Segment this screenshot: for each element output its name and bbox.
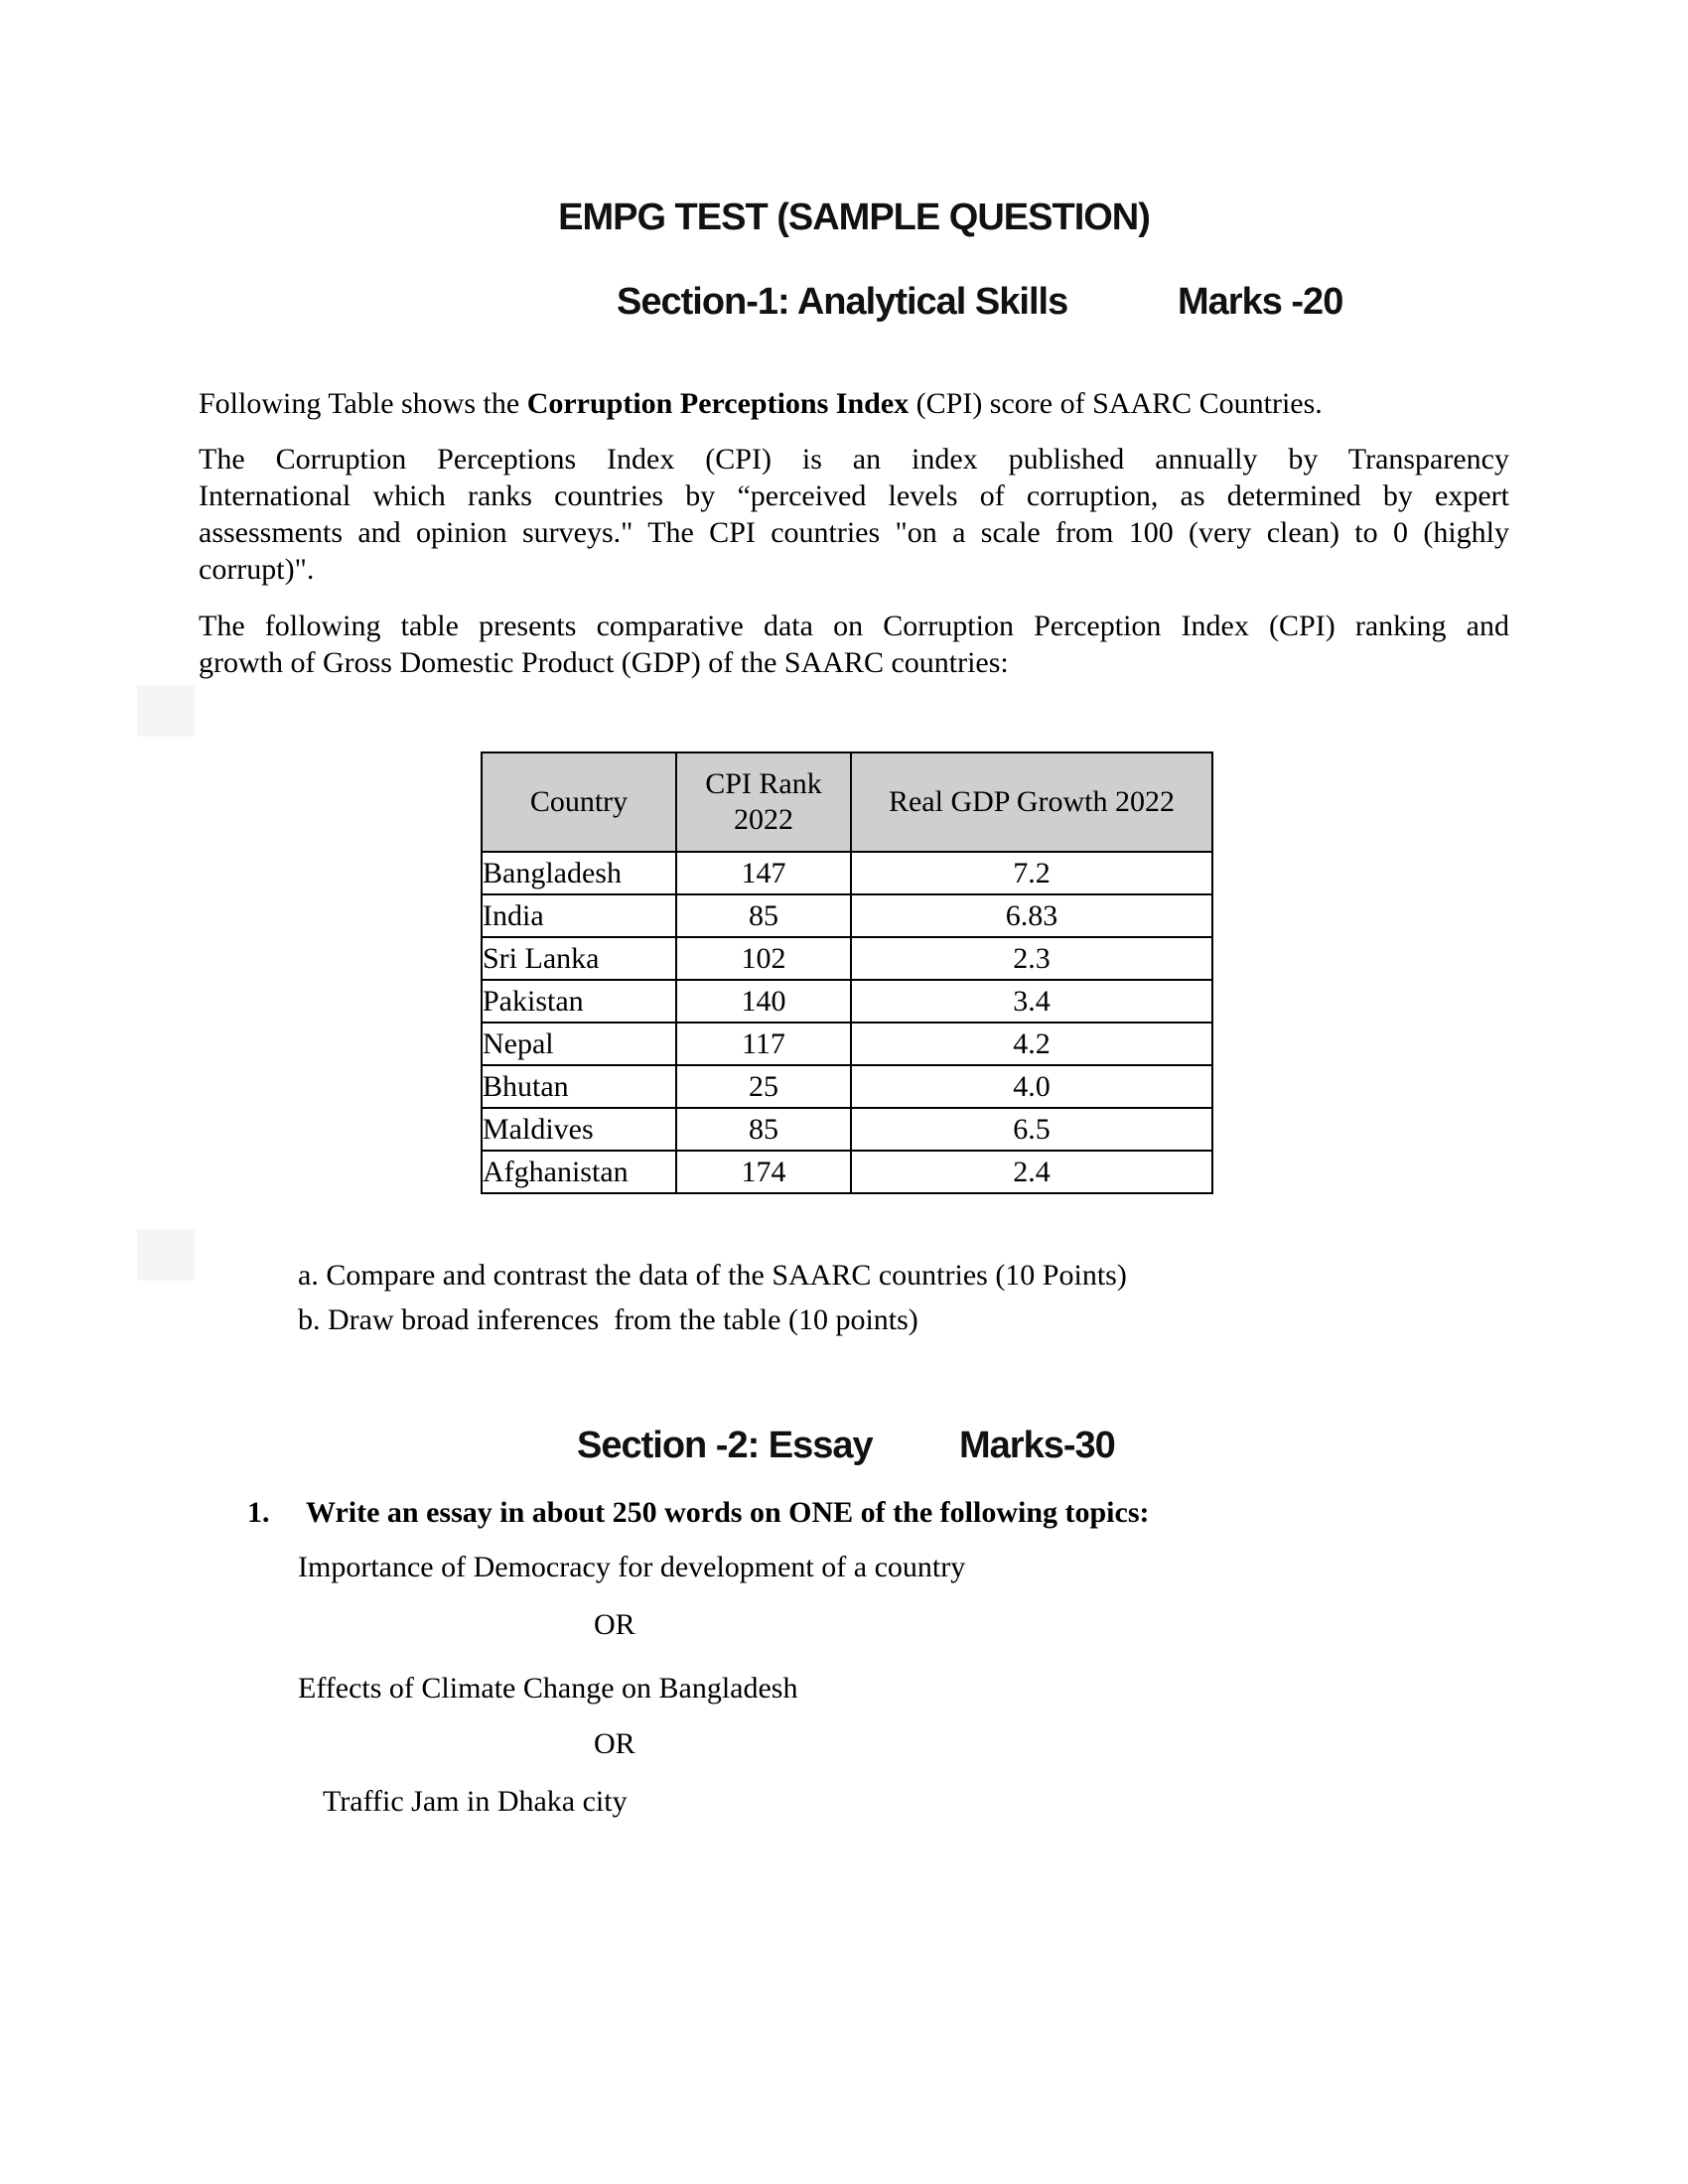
para1-run2-bold: Corruption Perceptions Index xyxy=(526,387,910,420)
paragraph-line: growth of Gross Domestic Product (GDP) of the SAARC countries: xyxy=(199,646,1009,679)
cpi-rank-cell: 140 xyxy=(676,980,851,1023)
header-gdp-growth: Real GDP Growth 2022 xyxy=(851,752,1212,852)
table-header-row xyxy=(482,752,1212,852)
intro-paragraph-2 xyxy=(199,441,1509,588)
gdp-growth-cell: 3.4 xyxy=(851,980,1212,1023)
gdp-growth-cell: 6.5 xyxy=(851,1108,1212,1151)
scan-artifact xyxy=(137,685,195,737)
essay-question-number: 1. xyxy=(247,1496,270,1529)
section1-marks: Marks -20 xyxy=(1178,281,1343,323)
section2-heading-row xyxy=(199,1425,1509,1470)
gdp-growth-cell: 4.2 xyxy=(851,1023,1212,1065)
page-title: EMPG TEST (SAMPLE QUESTION) xyxy=(558,197,1150,238)
table-row xyxy=(482,852,1212,894)
section1-heading: Section-1: Analytical Skills xyxy=(617,281,1068,323)
country-cell: Bangladesh xyxy=(482,852,676,894)
country-cell: Nepal xyxy=(482,1023,676,1065)
cpi-gdp-table xyxy=(481,751,1213,1194)
country-cell: Maldives xyxy=(482,1108,676,1151)
cpi-rank-cell: 117 xyxy=(676,1023,851,1065)
country-cell: Afghanistan xyxy=(482,1151,676,1193)
header-cpi-rank: CPI Rank 2022 xyxy=(676,752,851,852)
intro-paragraph-1 xyxy=(199,385,1509,422)
essay-question xyxy=(199,1496,1150,1530)
essay-topic-3: Traffic Jam in Dhaka city xyxy=(323,1785,628,1818)
paragraph-line: assessments and opinion surveys." The CPI countries "on a scale from 100 (very clean) to 0 (highly xyxy=(199,516,1509,549)
or-separator-2: OR xyxy=(594,1727,635,1760)
cpi-rank-cell: 147 xyxy=(676,852,851,894)
question-b: b. Draw broad inferences from the table (10 points) xyxy=(298,1303,918,1336)
or-separator-1: OR xyxy=(594,1608,635,1641)
gdp-growth-cell: 4.0 xyxy=(851,1065,1212,1108)
section1-heading-row xyxy=(199,281,1509,327)
table-row xyxy=(482,980,1212,1023)
section2-marks: Marks-30 xyxy=(959,1425,1115,1466)
paragraph-line: The following table presents comparative data on Corruption Perception Index (CPI) ranking and xyxy=(199,610,1509,642)
paragraph-line: corrupt)". xyxy=(199,553,315,586)
gdp-growth-cell: 2.4 xyxy=(851,1151,1212,1193)
country-cell: Bhutan xyxy=(482,1065,676,1108)
question-a: a. Compare and contrast the data of the SAARC countries (10 Points) xyxy=(298,1259,1127,1292)
table-row xyxy=(482,894,1212,937)
table-row xyxy=(482,1023,1212,1065)
gdp-growth-cell: 7.2 xyxy=(851,852,1212,894)
table-header xyxy=(482,752,1212,852)
para1-run1: Following Table shows the xyxy=(199,387,527,420)
essay-question-text: Write an essay in about 250 words on ONE of the following topics: xyxy=(306,1496,1150,1529)
essay-topic-1: Importance of Democracy for development of a country xyxy=(298,1551,966,1583)
cpi-rank-cell: 25 xyxy=(676,1065,851,1108)
table-row xyxy=(482,1151,1212,1193)
intro-paragraph-3 xyxy=(199,608,1509,681)
question-list xyxy=(298,1253,1127,1342)
cpi-table-body xyxy=(482,852,1212,1193)
cpi-rank-cell: 174 xyxy=(676,1151,851,1193)
paragraph-line: The Corruption Perceptions Index (CPI) is an index published annually by Transparency xyxy=(199,443,1509,476)
table-row xyxy=(482,937,1212,980)
cpi-rank-cell: 102 xyxy=(676,937,851,980)
header-country: Country xyxy=(482,752,676,852)
country-cell: Sri Lanka xyxy=(482,937,676,980)
essay-topic-2: Effects of Climate Change on Bangladesh xyxy=(298,1672,798,1705)
gdp-growth-cell: 6.83 xyxy=(851,894,1212,937)
scan-artifact xyxy=(137,1229,195,1281)
section2-heading: Section -2: Essay xyxy=(577,1425,873,1466)
cpi-rank-cell: 85 xyxy=(676,894,851,937)
cpi-rank-cell: 85 xyxy=(676,1108,851,1151)
country-cell: Pakistan xyxy=(482,980,676,1023)
paragraph-line: International which ranks countries by “perceived levels of corruption, as determined by expert xyxy=(199,479,1509,512)
table-row xyxy=(482,1108,1212,1151)
gdp-growth-cell: 2.3 xyxy=(851,937,1212,980)
para1-run3: (CPI) score of SAARC Countries. xyxy=(909,387,1323,420)
country-cell: India xyxy=(482,894,676,937)
table-row xyxy=(482,1065,1212,1108)
